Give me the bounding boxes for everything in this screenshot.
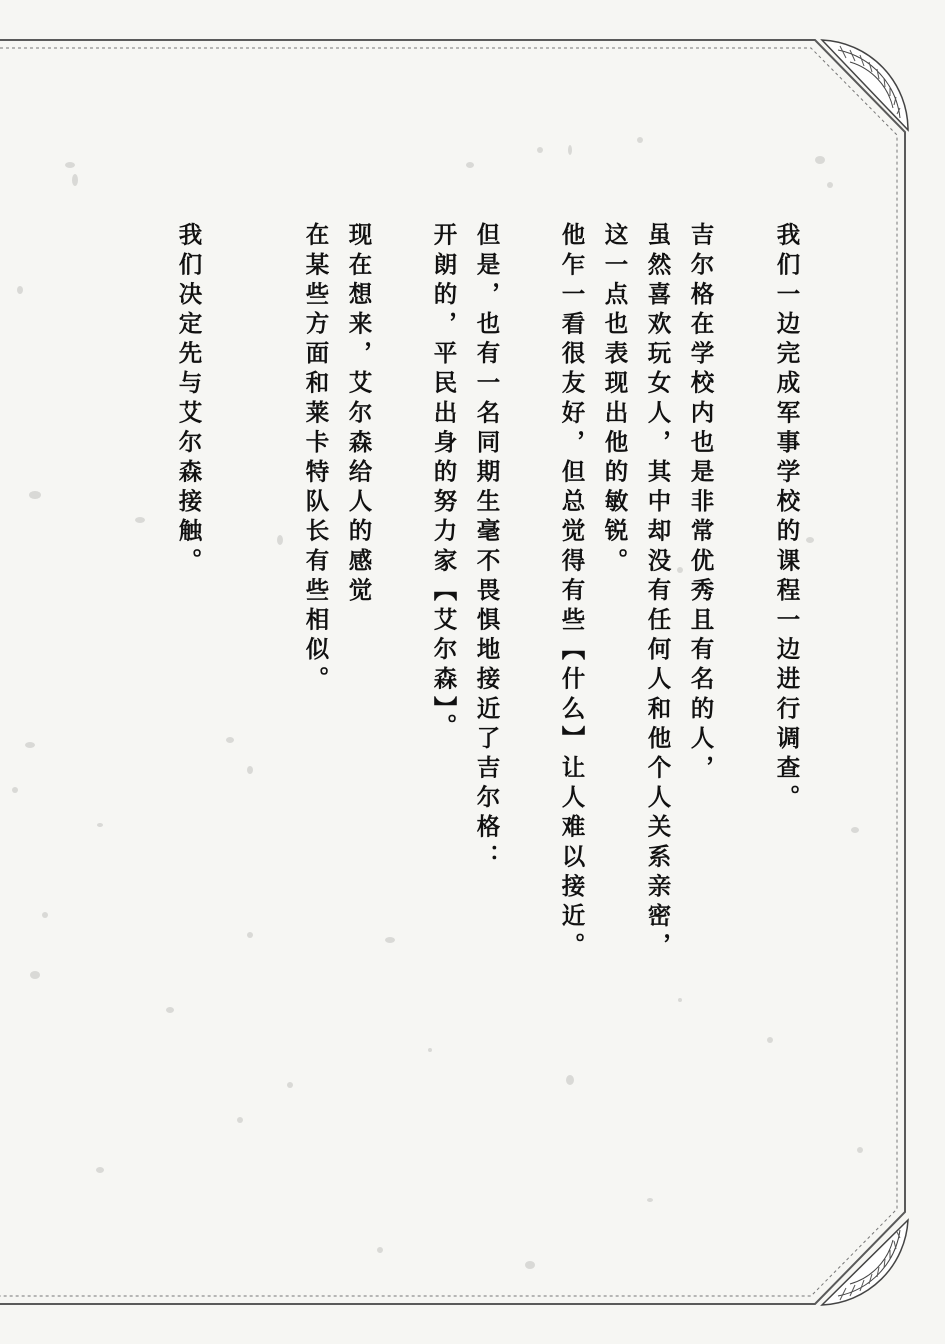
- text-line-1: 我们一边完成军事学校的课程一边进行调查。: [772, 222, 801, 814]
- text-line-2: 吉尔格在学校内也是非常优秀且有名的人，: [686, 222, 715, 785]
- corner-ornament-bottom: [822, 1220, 908, 1305]
- text-line-8: 现在想来，艾尔森给人的感觉: [344, 222, 373, 607]
- text-line-7: 开朗的，平民出身的努力家【艾尔森】。: [429, 222, 458, 744]
- corner-ornament-top: [822, 40, 908, 130]
- text-line-3: 虽然喜欢玩女人，其中却没有任何人和他个人关系亲密，: [643, 222, 672, 962]
- text-line-5: 他乍一看很友好，但总觉得有些【什么】让人难以接近。: [557, 222, 586, 962]
- text-line-10: 我们决定先与艾尔森接触。: [174, 222, 203, 578]
- text-line-9: 在某些方面和莱卡特队长有些相似。: [301, 222, 330, 696]
- text-line-4: 这一点也表现出他的敏锐。: [600, 222, 629, 578]
- text-line-6: 但是，也有一名同期生毫不畏惧地接近了吉尔格：: [472, 222, 501, 874]
